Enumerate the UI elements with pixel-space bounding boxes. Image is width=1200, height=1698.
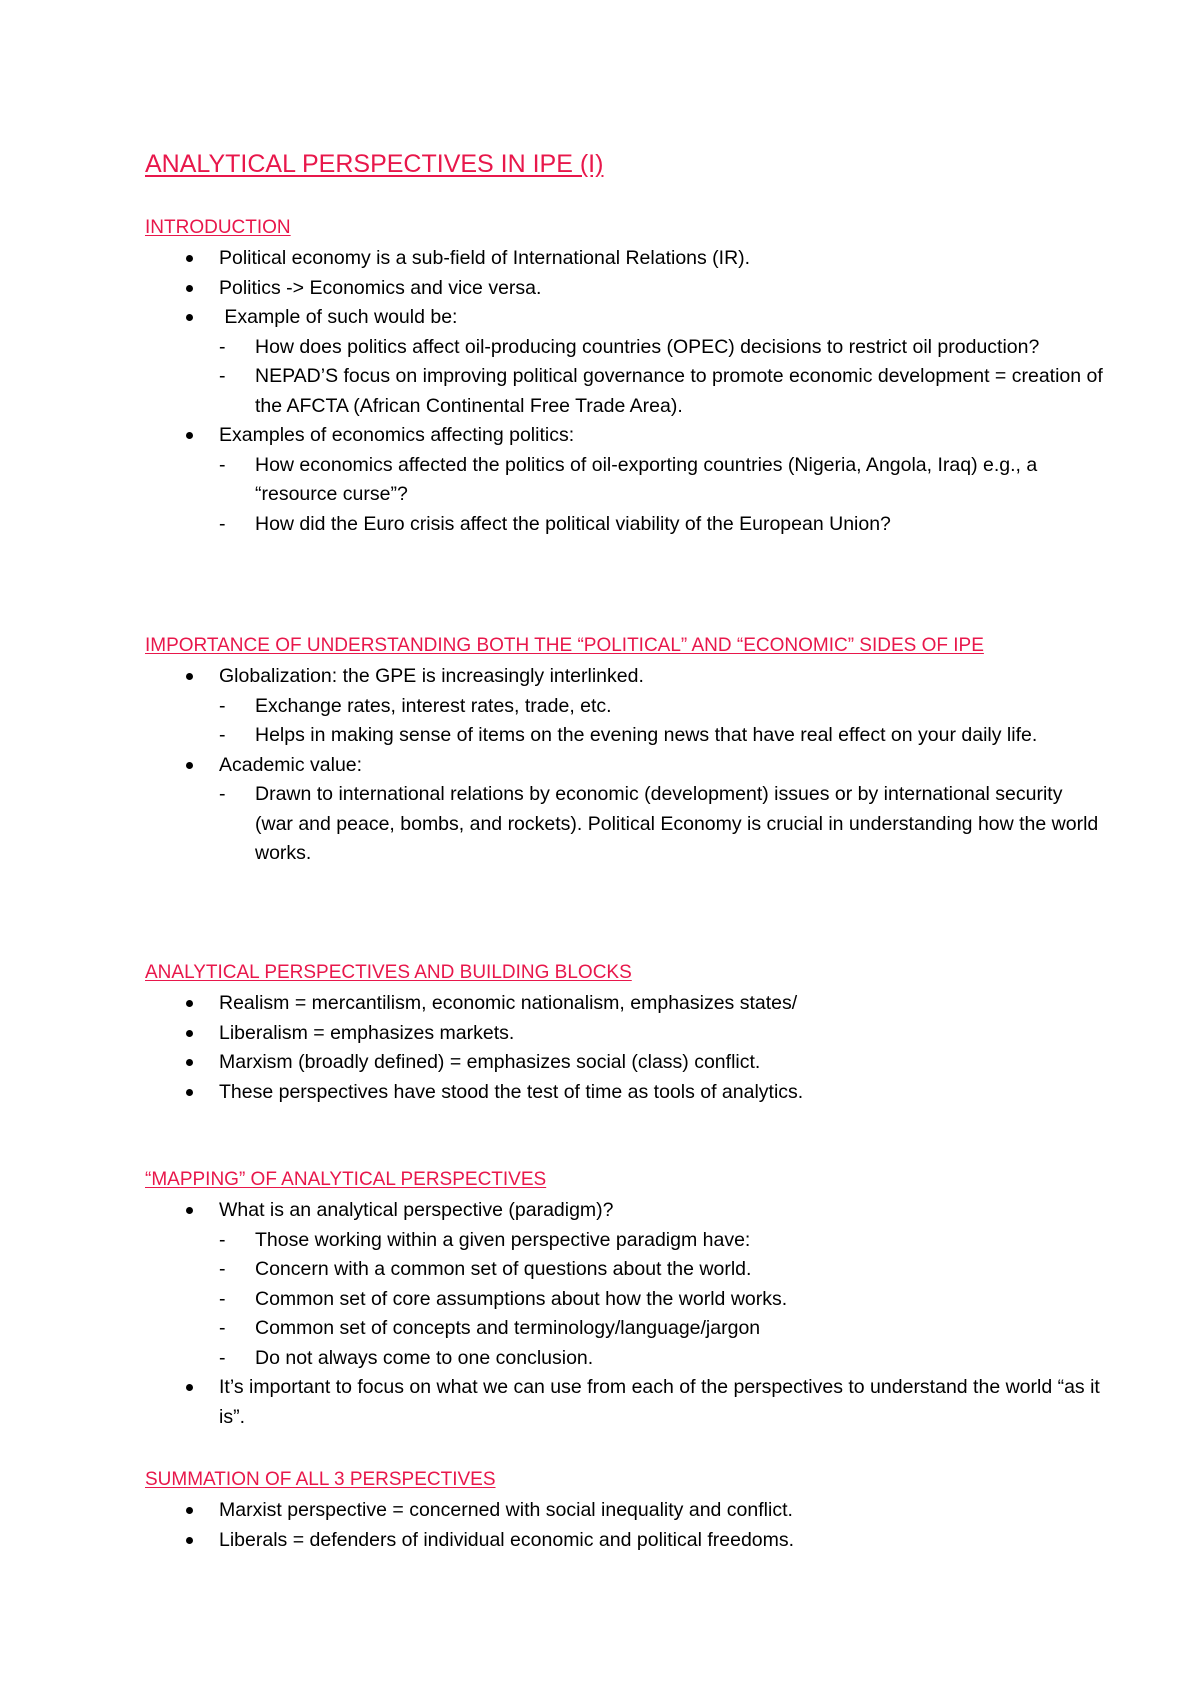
bullet-item [145, 244, 1105, 274]
bullet-item [145, 662, 1105, 751]
bullet-item [145, 274, 1105, 304]
sub-list [219, 692, 1105, 751]
bullet-item [145, 303, 1105, 421]
bullet-list [145, 244, 1105, 539]
sub-text: Common set of concepts and terminology/language/jargon [255, 1317, 761, 1339]
section-heading: ANALYTICAL PERSPECTIVES AND BUILDING BLOCKS [145, 962, 632, 983]
dash-icon: - [219, 694, 226, 717]
bullet-dot-icon [186, 762, 193, 769]
bullet-dot-icon [186, 1207, 193, 1214]
bullet-dot-icon [186, 285, 193, 292]
bullet-text: Liberals = defenders of individual economic and political freedoms. [219, 1528, 795, 1551]
bullet-dot-icon [186, 432, 193, 439]
sub-text: NEPAD’S focus on improving political governance to promote economic development = creation of the AFCTA (African Continental Free Trade Area). [255, 365, 1103, 417]
document-title: ANALYTICAL PERSPECTIVES IN IPE (I) [145, 150, 604, 178]
bullet-text: Example of such would be: [219, 306, 458, 328]
dash-icon: - [219, 365, 226, 387]
dash-icon: - [219, 1287, 226, 1310]
sub-item [219, 780, 1105, 869]
bullet-text: These perspectives have stood the test of time as tools of analytics. [219, 1080, 804, 1103]
sub-item [219, 1285, 1105, 1315]
bullet-dot-icon [186, 1030, 193, 1037]
dash-icon: - [219, 1258, 226, 1280]
dash-icon: - [219, 335, 226, 358]
bullet-text: Liberalism = emphasizes markets. [219, 1021, 515, 1044]
sub-item [219, 692, 1105, 722]
bullet-item [145, 1526, 1105, 1556]
bullet-text: It’s important to focus on what we can use from each of the perspectives to understand the world “as it is”. [219, 1376, 1106, 1428]
bullet-dot-icon [186, 314, 193, 321]
bullet-text: Politics -> Economics and vice versa. [219, 276, 542, 299]
sub-text: How does politics affect oil-producing countries (OPEC) decisions to restrict oil production? [255, 335, 1040, 358]
section-heading: SUMMATION OF ALL 3 PERSPECTIVES [145, 1469, 496, 1490]
sub-text: Those working within a given perspective paradigm have: [255, 1228, 751, 1251]
dash-icon: - [219, 1228, 226, 1251]
bullet-item [145, 751, 1105, 869]
sub-item [219, 333, 1105, 363]
bullet-dot-icon [186, 673, 193, 680]
sub-text: How economics affected the politics of oil-exporting countries (Nigeria, Angola, Iraq) e.g., a “resource curse”? [255, 453, 1038, 505]
sub-item [219, 451, 1105, 510]
bullet-dot-icon [186, 1507, 193, 1514]
sub-item [219, 510, 1105, 540]
sub-item [219, 362, 1105, 421]
section-heading: IMPORTANCE OF UNDERSTANDING BOTH THE “POLITICAL” AND “ECONOMIC” SIDES OF IPE [145, 635, 984, 656]
section-introduction [145, 214, 1105, 539]
bullet-item [145, 1196, 1105, 1373]
bullet-item [145, 1019, 1105, 1049]
bullet-text: Marxism (broadly defined) = emphasizes social (class) conflict. [219, 1051, 761, 1073]
bullet-dot-icon [186, 1000, 193, 1007]
sub-text: Common set of core assumptions about how the world works. [255, 1287, 788, 1310]
section-heading: “MAPPING” OF ANALYTICAL PERSPECTIVES [145, 1169, 547, 1190]
dash-icon: - [219, 453, 226, 476]
bullet-item [145, 421, 1105, 539]
bullet-dot-icon [186, 1537, 193, 1544]
sub-text: Drawn to international relations by economic (development) issues or by international security (war and peace, bombs, and rockets). Political Economy is crucial in understanding how the world works. [255, 783, 1099, 864]
bullet-text: Examples of economics affecting politics: [219, 424, 575, 446]
bullet-text: Political economy is a sub-field of International Relations (IR). [219, 247, 751, 269]
section-mapping [145, 1166, 1105, 1432]
bullet-text: Globalization: the GPE is increasingly interlinked. [219, 665, 644, 687]
sub-list [219, 780, 1105, 869]
bullet-item [145, 1496, 1105, 1526]
bullet-list [145, 1196, 1105, 1432]
bullet-list [145, 989, 1105, 1107]
dash-icon: - [219, 1346, 226, 1369]
sub-text: Helps in making sense of items on the evening news that have real effect on your daily life. [255, 724, 1038, 746]
sub-text: Do not always come to one conclusion. [255, 1346, 594, 1369]
sub-list [219, 1226, 1105, 1374]
section-importance [145, 632, 1105, 869]
section-heading: INTRODUCTION [145, 217, 291, 238]
dash-icon: - [219, 724, 226, 746]
bullet-text: What is an analytical perspective (paradigm)? [219, 1199, 614, 1221]
sub-text: Exchange rates, interest rates, trade, etc. [255, 694, 612, 717]
sub-item [219, 1255, 1105, 1285]
bullet-item [145, 1078, 1105, 1108]
sub-item [219, 721, 1105, 751]
sub-item [219, 1226, 1105, 1256]
sub-list [219, 451, 1105, 540]
bullet-dot-icon [186, 1089, 193, 1096]
dash-icon: - [219, 783, 226, 805]
dash-icon: - [219, 1317, 226, 1339]
sub-text: How did the Euro crisis affect the political viability of the European Union? [255, 512, 891, 535]
sub-item [219, 1344, 1105, 1374]
bullet-list [145, 662, 1105, 869]
bullet-list [145, 1496, 1105, 1555]
sub-text: Concern with a common set of questions about the world. [255, 1258, 752, 1280]
bullet-item [145, 1373, 1105, 1432]
sub-list [219, 333, 1105, 422]
section-summation [145, 1466, 1105, 1555]
bullet-dot-icon [186, 255, 193, 262]
bullet-text: Marxist perspective = concerned with social inequality and conflict. [219, 1499, 793, 1521]
bullet-text: Academic value: [219, 753, 363, 776]
bullet-dot-icon [186, 1384, 193, 1391]
bullet-item [145, 989, 1105, 1019]
bullet-text: Realism = mercantilism, economic nationalism, emphasizes states/ [219, 992, 798, 1014]
dash-icon: - [219, 512, 226, 535]
section-building-blocks [145, 959, 1105, 1107]
bullet-item [145, 1048, 1105, 1078]
sub-item [219, 1314, 1105, 1344]
bullet-dot-icon [186, 1059, 193, 1066]
